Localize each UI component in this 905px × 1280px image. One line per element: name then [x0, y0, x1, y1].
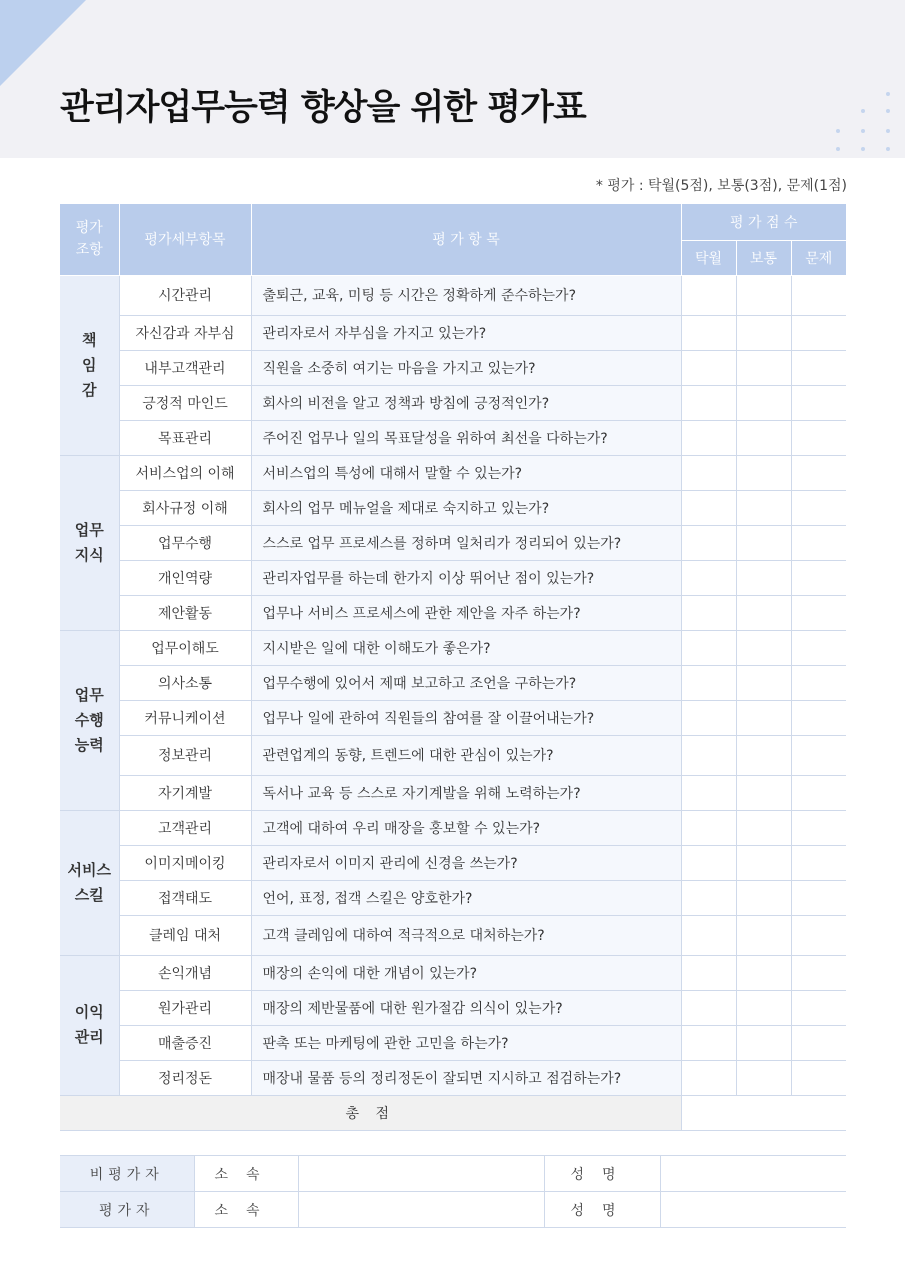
- header-score-2: 문제: [791, 240, 846, 275]
- decorative-dot: [886, 147, 890, 151]
- signature-table: [60, 1155, 846, 1228]
- dept-field[interactable]: [298, 1156, 544, 1192]
- table-row: [60, 1060, 846, 1095]
- sub-item-cell: 의사소통: [119, 665, 251, 700]
- header-question: 평 가 항 목: [251, 204, 681, 275]
- table-row: [60, 560, 846, 595]
- decorative-dot: [886, 109, 890, 113]
- question-cell: 지시받은 일에 대한 이해도가 좋은가?: [251, 630, 681, 665]
- question-cell: 회사의 업무 메뉴얼을 제대로 숙지하고 있는가?: [251, 490, 681, 525]
- category-cell: [60, 955, 119, 1095]
- sub-item-cell: 커뮤니케이션: [119, 700, 251, 735]
- score-input-cell[interactable]: [791, 1060, 846, 1095]
- total-label: 총 점: [60, 1095, 681, 1130]
- header-category-label: 평가 조항: [75, 220, 103, 259]
- role-label: 비평가자: [60, 1156, 194, 1192]
- score-input-cell[interactable]: [681, 665, 736, 700]
- table-row: [60, 595, 846, 630]
- score-input-cell[interactable]: [791, 700, 846, 735]
- question-cell: 회사의 비전을 알고 정책과 방침에 긍정적인가?: [251, 385, 681, 420]
- signature-row: [60, 1192, 846, 1228]
- score-input-cell[interactable]: [736, 560, 791, 595]
- sub-item-cell: 시간관리: [119, 275, 251, 315]
- score-input-cell[interactable]: [791, 810, 846, 845]
- table-row: [60, 385, 846, 420]
- sub-item-cell: 클레임 대처: [119, 915, 251, 955]
- score-input-cell[interactable]: [736, 275, 791, 315]
- question-cell: 스스로 업무 프로세스를 정하며 일처리가 정리되어 있는가?: [251, 525, 681, 560]
- score-input-cell[interactable]: [791, 315, 846, 350]
- decorative-dot: [886, 129, 890, 133]
- sub-item-cell: 정리정돈: [119, 1060, 251, 1095]
- score-input-cell[interactable]: [681, 420, 736, 455]
- name-label: 성명: [544, 1156, 660, 1192]
- score-input-cell[interactable]: [791, 385, 846, 420]
- score-input-cell[interactable]: [791, 420, 846, 455]
- question-cell: 언어, 표정, 접객 스킬은 양호한가?: [251, 880, 681, 915]
- dept-label: 소속: [194, 1156, 298, 1192]
- sub-item-cell: 제안활동: [119, 595, 251, 630]
- score-input-cell[interactable]: [681, 525, 736, 560]
- question-cell: 독서나 교육 등 스스로 자기계발을 위해 노력하는가?: [251, 775, 681, 810]
- score-input-cell[interactable]: [791, 735, 846, 775]
- question-cell: 판촉 또는 마케팅에 관한 고민을 하는가?: [251, 1025, 681, 1060]
- table-row: [60, 275, 846, 315]
- sub-item-cell: 고객관리: [119, 810, 251, 845]
- score-input-cell[interactable]: [791, 525, 846, 560]
- question-cell: 고객에 대하여 우리 매장을 홍보할 수 있는가?: [251, 810, 681, 845]
- score-input-cell[interactable]: [791, 1025, 846, 1060]
- sub-item-cell: 업무수행: [119, 525, 251, 560]
- header-score-0: 탁월: [681, 240, 736, 275]
- table-row: [60, 810, 846, 845]
- table-row: [60, 315, 846, 350]
- score-input-cell[interactable]: [736, 915, 791, 955]
- score-input-cell[interactable]: [736, 385, 791, 420]
- decorative-dot: [836, 147, 840, 151]
- table-row: [60, 630, 846, 665]
- table-row: [60, 700, 846, 735]
- score-input-cell[interactable]: [791, 595, 846, 630]
- category-label: 책 임 감: [82, 330, 97, 399]
- category-label: 업무 수행 능력: [74, 685, 104, 754]
- score-input-cell[interactable]: [681, 490, 736, 525]
- score-input-cell[interactable]: [681, 810, 736, 845]
- score-input-cell[interactable]: [791, 490, 846, 525]
- question-cell: 주어진 업무나 일의 목표달성을 위하여 최선을 다하는가?: [251, 420, 681, 455]
- score-input-cell[interactable]: [681, 455, 736, 490]
- decorative-dot: [861, 147, 865, 151]
- sub-item-cell: 자기계발: [119, 775, 251, 810]
- table-row: [60, 990, 846, 1025]
- name-field[interactable]: [660, 1192, 846, 1228]
- question-cell: 관리자로서 자부심을 가지고 있는가?: [251, 315, 681, 350]
- sub-item-cell: 업무이해도: [119, 630, 251, 665]
- score-input-cell[interactable]: [736, 1025, 791, 1060]
- question-cell: 관련업계의 동향, 트렌드에 대한 관심이 있는가?: [251, 735, 681, 775]
- score-input-cell[interactable]: [736, 1060, 791, 1095]
- score-input-cell[interactable]: [736, 845, 791, 880]
- sub-item-cell: 손익개념: [119, 955, 251, 990]
- table-row: [60, 955, 846, 990]
- role-label: 평가자: [60, 1192, 194, 1228]
- score-input-cell[interactable]: [791, 915, 846, 955]
- sub-item-cell: 매출증진: [119, 1025, 251, 1060]
- question-cell: 서비스업의 특성에 대해서 말할 수 있는가?: [251, 455, 681, 490]
- score-input-cell[interactable]: [681, 845, 736, 880]
- score-input-cell[interactable]: [736, 630, 791, 665]
- score-input-cell[interactable]: [791, 880, 846, 915]
- header-score-1: 보통: [736, 240, 791, 275]
- score-input-cell[interactable]: [791, 630, 846, 665]
- score-input-cell[interactable]: [736, 880, 791, 915]
- score-input-cell[interactable]: [681, 990, 736, 1025]
- question-cell: 출퇴근, 교육, 미팅 등 시간은 정확하게 준수하는가?: [251, 275, 681, 315]
- total-score-cell[interactable]: [681, 1095, 846, 1130]
- category-cell: [60, 630, 119, 810]
- question-cell: 매장내 물품 등의 정리정돈이 잘되면 지시하고 점검하는가?: [251, 1060, 681, 1095]
- score-input-cell[interactable]: [791, 455, 846, 490]
- score-input-cell[interactable]: [736, 810, 791, 845]
- question-cell: 업무수행에 있어서 제때 보고하고 조언을 구하는가?: [251, 665, 681, 700]
- category-label: 업무 지식: [74, 520, 104, 564]
- table-row: [60, 665, 846, 700]
- decorative-dot: [861, 109, 865, 113]
- score-input-cell[interactable]: [791, 990, 846, 1025]
- score-input-cell[interactable]: [736, 665, 791, 700]
- category-cell: [60, 275, 119, 455]
- sub-item-cell: 긍정적 마인드: [119, 385, 251, 420]
- sub-item-cell: 자신감과 자부심: [119, 315, 251, 350]
- score-input-cell[interactable]: [681, 385, 736, 420]
- score-input-cell[interactable]: [791, 775, 846, 810]
- question-cell: 매장의 제반물품에 대한 원가절감 의식이 있는가?: [251, 990, 681, 1025]
- score-input-cell[interactable]: [681, 1060, 736, 1095]
- score-input-cell[interactable]: [736, 315, 791, 350]
- score-input-cell[interactable]: [681, 915, 736, 955]
- header-score: 평 가 점 수: [681, 204, 846, 240]
- question-cell: 관리자로서 이미지 관리에 신경을 쓰는가?: [251, 845, 681, 880]
- score-input-cell[interactable]: [736, 595, 791, 630]
- score-input-cell[interactable]: [681, 630, 736, 665]
- score-input-cell[interactable]: [681, 955, 736, 990]
- category-cell: [60, 810, 119, 955]
- score-input-cell[interactable]: [736, 455, 791, 490]
- score-input-cell[interactable]: [736, 420, 791, 455]
- table-row: [60, 915, 846, 955]
- name-field[interactable]: [660, 1156, 846, 1192]
- corner-triangle-decoration: [0, 0, 86, 86]
- sub-item-cell: 서비스업의 이해: [119, 455, 251, 490]
- score-input-cell[interactable]: [736, 525, 791, 560]
- score-input-cell[interactable]: [681, 735, 736, 775]
- score-input-cell[interactable]: [791, 560, 846, 595]
- score-input-cell[interactable]: [736, 490, 791, 525]
- table-row: [60, 1025, 846, 1060]
- table-row: [60, 420, 846, 455]
- dot-pattern-decoration: [836, 92, 896, 152]
- score-input-cell[interactable]: [681, 275, 736, 315]
- decorative-dot: [861, 129, 865, 133]
- score-input-cell[interactable]: [736, 775, 791, 810]
- sub-item-cell: 정보관리: [119, 735, 251, 775]
- sub-item-cell: 개인역량: [119, 560, 251, 595]
- score-input-cell[interactable]: [791, 350, 846, 385]
- table-row: [60, 490, 846, 525]
- total-row: [60, 1095, 846, 1130]
- score-input-cell[interactable]: [681, 315, 736, 350]
- score-input-cell[interactable]: [681, 700, 736, 735]
- score-input-cell[interactable]: [791, 845, 846, 880]
- table-row: [60, 525, 846, 560]
- table-row: [60, 350, 846, 385]
- score-input-cell[interactable]: [791, 665, 846, 700]
- sub-item-cell: 이미지메이킹: [119, 845, 251, 880]
- evaluation-table: [60, 204, 846, 1131]
- score-input-cell[interactable]: [681, 560, 736, 595]
- score-input-cell[interactable]: [681, 880, 736, 915]
- category-label: 서비스 스킬: [67, 860, 111, 904]
- header-sub-item: 평가세부항목: [119, 204, 251, 275]
- signature-row: [60, 1156, 846, 1192]
- score-input-cell[interactable]: [736, 955, 791, 990]
- sub-item-cell: 회사규정 이해: [119, 490, 251, 525]
- question-cell: 업무나 일에 관하여 직원들의 참여를 잘 이끌어내는가?: [251, 700, 681, 735]
- sub-item-cell: 접객태도: [119, 880, 251, 915]
- score-input-cell[interactable]: [681, 350, 736, 385]
- dept-label: 소속: [194, 1192, 298, 1228]
- page-title: 관리자업무능력 향상을 위한 평가표: [60, 88, 586, 128]
- score-input-cell[interactable]: [736, 350, 791, 385]
- table-row: [60, 880, 846, 915]
- sub-item-cell: 원가관리: [119, 990, 251, 1025]
- header-category: [60, 204, 119, 275]
- score-input-cell[interactable]: [736, 990, 791, 1025]
- question-cell: 관리자업무를 하는데 한가지 이상 뛰어난 점이 있는가?: [251, 560, 681, 595]
- table-row: [60, 775, 846, 810]
- dept-field[interactable]: [298, 1192, 544, 1228]
- sub-item-cell: 목표관리: [119, 420, 251, 455]
- sub-item-cell: 내부고객관리: [119, 350, 251, 385]
- score-input-cell[interactable]: [736, 700, 791, 735]
- score-input-cell[interactable]: [736, 735, 791, 775]
- category-cell: [60, 455, 119, 630]
- decorative-dot: [886, 92, 890, 96]
- score-input-cell[interactable]: [791, 955, 846, 990]
- score-input-cell[interactable]: [681, 775, 736, 810]
- category-label: 이익 관리: [74, 1003, 104, 1046]
- name-label: 성명: [544, 1192, 660, 1228]
- header-band: [0, 0, 905, 158]
- scoring-note: * 평가 : 탁월(5점), 보통(3점), 문제(1점): [595, 178, 847, 194]
- decorative-dot: [836, 129, 840, 133]
- question-cell: 고객 클레임에 대하여 적극적으로 대처하는가?: [251, 915, 681, 955]
- question-cell: 업무나 서비스 프로세스에 관한 제안을 자주 하는가?: [251, 595, 681, 630]
- question-cell: 직원을 소중히 여기는 마음을 가지고 있는가?: [251, 350, 681, 385]
- score-input-cell[interactable]: [681, 595, 736, 630]
- question-cell: 매장의 손익에 대한 개념이 있는가?: [251, 955, 681, 990]
- score-input-cell[interactable]: [791, 275, 846, 315]
- table-row: [60, 735, 846, 775]
- score-input-cell[interactable]: [681, 1025, 736, 1060]
- table-row: [60, 845, 846, 880]
- table-row: [60, 455, 846, 490]
